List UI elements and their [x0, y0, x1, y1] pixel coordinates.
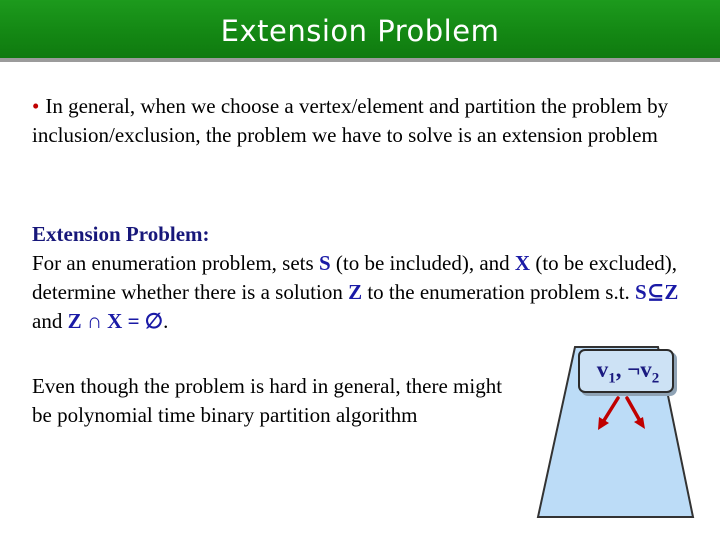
bullet-paragraph [32, 92, 692, 150]
solution-z: Z [348, 280, 363, 304]
node-var-1: v [596, 357, 609, 382]
node-sub-1: 1 [608, 370, 616, 387]
root-node-label [580, 357, 676, 388]
node-var-2: v [640, 357, 652, 382]
root-node [578, 349, 674, 393]
bullet-text: In general, when we choose a vertex/element and partition the problem by inclusion/exclusion, the problem we have to solve is an extension problem [32, 94, 669, 147]
condition-disjoint: Z ∩ X = ∅ [67, 309, 164, 333]
set-s: S [318, 251, 331, 275]
node-separator: , ¬ [615, 357, 641, 382]
definition-text-1: For an enumeration problem, sets [32, 251, 319, 275]
definition-paragraph [32, 220, 692, 336]
bullet-marker: • [32, 94, 40, 118]
definition-text-6: . [163, 309, 169, 333]
definition-text-2: (to be included), and [330, 251, 515, 275]
condition-subset: S⊆Z [635, 280, 679, 304]
slide-title: Extension Problem [220, 14, 500, 48]
definition-text-4: to the enumeration problem s.t. [362, 280, 636, 304]
definition-body [32, 249, 692, 336]
remark-paragraph: Even though the problem is hard in general, there might be polynomial time binary partition algorithm [32, 374, 503, 427]
definition-text-5: and [32, 309, 68, 333]
definition-text-3: (to be excluded), determine whether there is a solution [32, 251, 678, 304]
title-bar [0, 0, 720, 62]
node-sub-2: 2 [651, 370, 660, 387]
set-x: X [514, 251, 531, 275]
definition-heading: Extension Problem: [32, 222, 210, 246]
